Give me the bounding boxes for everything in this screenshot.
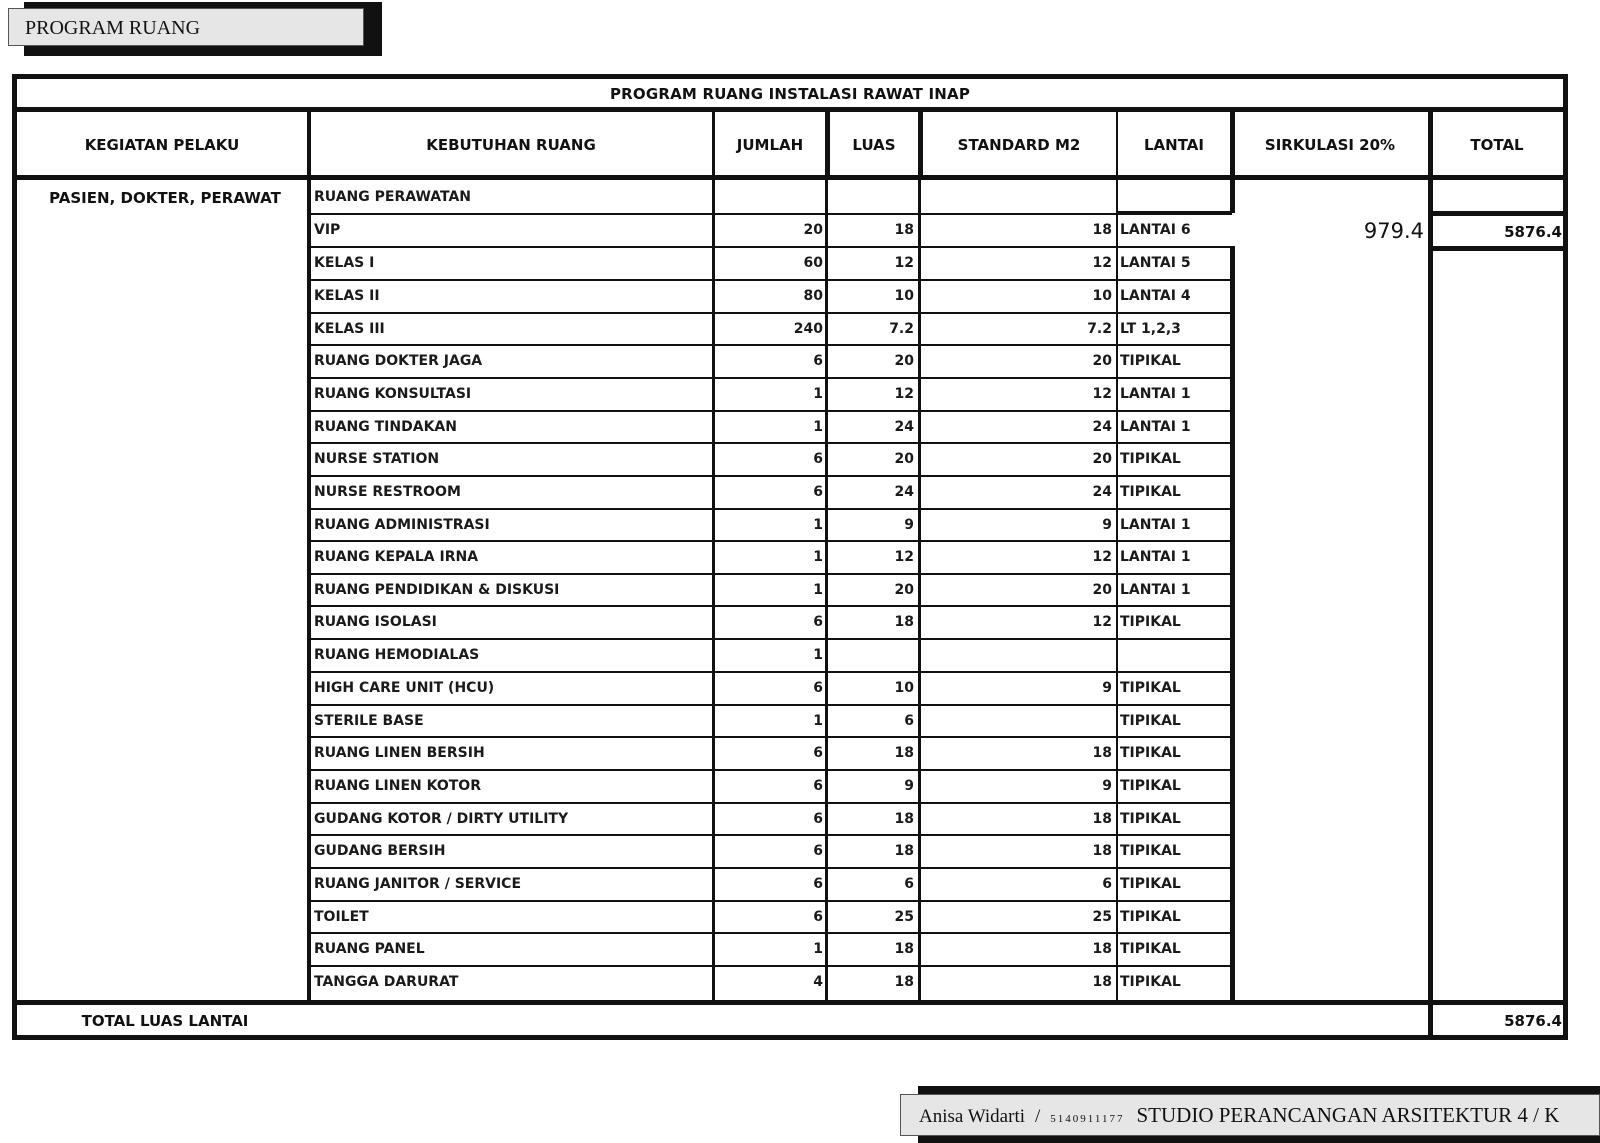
luas-cell: 18 (894, 222, 914, 238)
room-name: NURSE RESTROOM (314, 484, 461, 500)
lantai-cell: LANTAI 5 (1120, 255, 1191, 271)
standard-cell: 18 (1092, 745, 1112, 761)
jumlah-cell: 80 (803, 288, 823, 304)
luas-cell: 18 (894, 941, 914, 957)
standard-cell: 12 (1092, 614, 1112, 630)
lantai-cell: TIPIKAL (1120, 876, 1181, 892)
standard-cell: 20 (1092, 353, 1112, 369)
luas-cell: 18 (894, 843, 914, 859)
header-kegiatan-pelaku: KEGIATAN PELAKU (84, 135, 240, 154)
luas-cell: 7.2 (889, 321, 914, 337)
room-name: TOILET (314, 909, 369, 925)
lantai-cell: TIPIKAL (1120, 713, 1181, 729)
total-luas-lantai-label: TOTAL LUAS LANTAI (81, 1012, 249, 1030)
col-rule (1230, 246, 1235, 1002)
lantai-cell: LT 1,2,3 (1120, 321, 1181, 337)
lantai-cell: TIPIKAL (1120, 451, 1181, 467)
lantai-cell: TIPIKAL (1120, 484, 1181, 500)
room-name: RUANG PENDIDIKAN & DISKUSI (314, 582, 560, 598)
total-luas-lantai-value: 5876.4 (1504, 1012, 1562, 1030)
studio-title: STUDIO PERANCANGAN ARSITEKTUR 4 / K (1136, 1103, 1560, 1127)
lantai-cell: TIPIKAL (1120, 353, 1181, 369)
footer-separator: / (1035, 1106, 1041, 1127)
room-name: RUANG LINEN BERSIH (314, 745, 485, 761)
standard-cell: 10 (1092, 288, 1112, 304)
room-name: GUDANG BERSIH (314, 843, 446, 859)
standard-cell: 18 (1092, 222, 1112, 238)
lantai-cell: LANTAI 1 (1120, 419, 1191, 435)
room-name: RUANG LINEN KOTOR (314, 778, 481, 794)
standard-cell: 18 (1092, 811, 1112, 827)
room-name: RUANG PANEL (314, 941, 425, 957)
standard-cell: 9 (1102, 517, 1112, 533)
room-name: RUANG JANITOR / SERVICE (314, 876, 522, 892)
lantai-cell: TIPIKAL (1120, 909, 1181, 925)
header-total: TOTAL (1470, 135, 1524, 154)
jumlah-cell: 6 (813, 680, 823, 696)
header-kebutuhan-ruang: KEBUTUHAN RUANG (426, 135, 596, 154)
jumlah-cell: 6 (813, 843, 823, 859)
room-name: NURSE STATION (314, 451, 440, 467)
lantai-cell: LANTAI 1 (1120, 517, 1191, 533)
jumlah-cell: 6 (813, 909, 823, 925)
jumlah-cell: 1 (813, 713, 823, 729)
standard-cell: 18 (1092, 974, 1112, 990)
lantai-cell: LANTAI 1 (1120, 549, 1191, 565)
col-rule (1230, 180, 1235, 213)
jumlah-cell: 1 (813, 647, 823, 663)
lantai-cell: LANTAI 1 (1120, 386, 1191, 402)
jumlah-cell: 6 (813, 484, 823, 500)
kegiatan-pelaku-value: PASIEN, DOKTER, PERAWAT (49, 189, 281, 207)
standard-cell (920, 639, 1112, 670)
luas-cell: 18 (894, 745, 914, 761)
luas-cell: 18 (894, 811, 914, 827)
header-jumlah: JUMLAH (736, 135, 804, 154)
jumlah-cell: 240 (793, 321, 823, 337)
luas-cell: 24 (894, 484, 914, 500)
author-name: Anisa Widarti (919, 1106, 1026, 1127)
luas-cell: 25 (894, 909, 914, 925)
jumlah-cell: 1 (813, 549, 823, 565)
header-sirkulasi: SIRKULASI 20% (1264, 135, 1396, 154)
standard-cell: 24 (1092, 484, 1112, 500)
standard-cell: 9 (1102, 778, 1112, 794)
lantai-cell: TIPIKAL (1120, 811, 1181, 827)
lantai-cell: TIPIKAL (1120, 680, 1181, 696)
total-rule (1433, 211, 1563, 216)
lantai-cell: LANTAI 4 (1120, 288, 1191, 304)
luas-cell (828, 639, 914, 670)
standard-cell: 20 (1092, 451, 1112, 467)
total-rule (12, 1000, 1568, 1005)
room-name: STERILE BASE (314, 713, 424, 729)
standard-cell: 6 (1102, 876, 1112, 892)
luas-cell: 18 (894, 974, 914, 990)
standard-cell: 12 (1092, 386, 1112, 402)
lantai-cell (1120, 639, 1230, 670)
jumlah-cell: 6 (813, 451, 823, 467)
luas-cell: 10 (894, 288, 914, 304)
jumlah-cell: 6 (813, 876, 823, 892)
page-title: PROGRAM RUANG (8, 8, 364, 46)
room-name: RUANG KONSULTASI (314, 386, 472, 402)
luas-cell: 12 (894, 386, 914, 402)
footer-credit (900, 1094, 1600, 1136)
lantai-cell: TIPIKAL (1120, 778, 1181, 794)
luas-cell: 9 (904, 778, 914, 794)
table-caption: PROGRAM RUANG INSTALASI RAWAT INAP (609, 85, 971, 103)
jumlah-cell: 6 (813, 745, 823, 761)
room-name: KELAS II (314, 288, 380, 304)
jumlah-cell: 60 (803, 255, 823, 271)
luas-cell: 6 (904, 713, 914, 729)
luas-cell: 6 (904, 876, 914, 892)
standard-cell: 12 (1092, 549, 1112, 565)
student-id: 5140911177 (1050, 1113, 1125, 1125)
jumlah-cell: 6 (813, 811, 823, 827)
lantai-cell: TIPIKAL (1120, 614, 1181, 630)
luas-cell (828, 181, 914, 212)
room-name: KELAS III (314, 321, 385, 337)
standard-cell: 24 (1092, 419, 1112, 435)
header-standard-m2: STANDARD M2 (957, 135, 1081, 154)
standard-cell: 20 (1092, 582, 1112, 598)
luas-cell: 20 (894, 353, 914, 369)
room-name: HIGH CARE UNIT (HCU) (314, 680, 495, 696)
room-name: RUANG HEMODIALAS (314, 647, 480, 663)
lantai-cell: TIPIKAL (1120, 941, 1181, 957)
lantai-cell: TIPIKAL (1120, 843, 1181, 859)
luas-cell: 12 (894, 549, 914, 565)
standard-cell: 7.2 (1087, 321, 1112, 337)
room-name: RUANG ADMINISTRASI (314, 517, 490, 533)
luas-cell: 9 (904, 517, 914, 533)
room-name: RUANG PERAWATAN (314, 189, 472, 205)
lantai-cell: TIPIKAL (1120, 745, 1181, 761)
lantai-cell (1120, 181, 1230, 212)
luas-cell: 10 (894, 680, 914, 696)
jumlah-cell: 1 (813, 419, 823, 435)
jumlah-cell: 1 (813, 517, 823, 533)
total-value: 5876.4 (1504, 223, 1562, 241)
standard-cell (920, 705, 1112, 736)
room-name: RUANG KEPALA IRNA (314, 549, 479, 565)
luas-cell: 20 (894, 451, 914, 467)
jumlah-cell: 1 (813, 386, 823, 402)
standard-cell: 9 (1102, 680, 1112, 696)
lantai-cell: TIPIKAL (1120, 974, 1181, 990)
room-name: VIP (314, 222, 341, 238)
luas-cell: 20 (894, 582, 914, 598)
sirkulasi-value: 979.4 (1363, 219, 1424, 243)
standard-cell: 12 (1092, 255, 1112, 271)
jumlah-cell: 6 (813, 778, 823, 794)
header-luas: LUAS (852, 135, 896, 154)
room-name: GUDANG KOTOR / DIRTY UTILITY (314, 811, 569, 827)
jumlah-cell: 4 (813, 974, 823, 990)
room-name: TANGGA DARURAT (314, 974, 459, 990)
standard-cell (920, 181, 1112, 212)
jumlah-cell (714, 181, 823, 212)
jumlah-cell: 6 (813, 614, 823, 630)
luas-cell: 12 (894, 255, 914, 271)
standard-cell: 18 (1092, 843, 1112, 859)
lantai-cell: LANTAI 6 (1120, 222, 1191, 238)
luas-cell: 24 (894, 419, 914, 435)
lantai-cell: LANTAI 1 (1120, 582, 1191, 598)
header-lantai: LANTAI (1144, 135, 1204, 154)
room-name: RUANG DOKTER JAGA (314, 353, 483, 369)
room-name: RUANG ISOLASI (314, 614, 437, 630)
jumlah-cell: 20 (803, 222, 823, 238)
standard-cell: 18 (1092, 941, 1112, 957)
jumlah-cell: 1 (813, 582, 823, 598)
room-name: KELAS I (314, 255, 375, 271)
luas-cell: 18 (894, 614, 914, 630)
col-rule (307, 109, 311, 1005)
standard-cell: 25 (1092, 909, 1112, 925)
jumlah-cell: 6 (813, 353, 823, 369)
jumlah-cell: 1 (813, 941, 823, 957)
room-name: RUANG TINDAKAN (314, 419, 457, 435)
